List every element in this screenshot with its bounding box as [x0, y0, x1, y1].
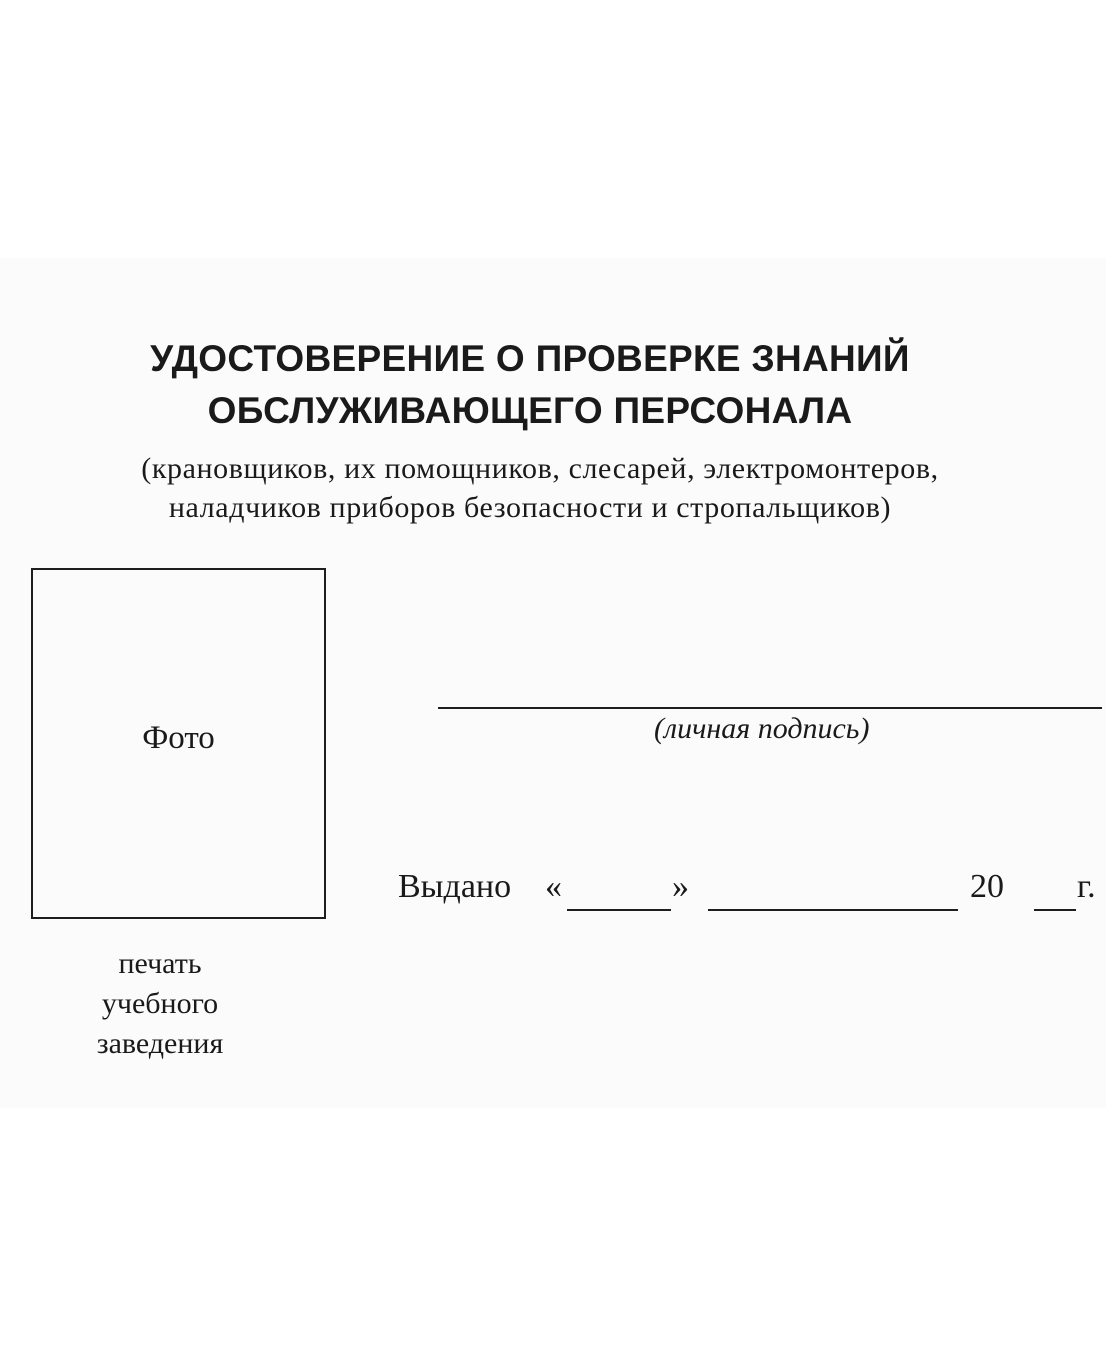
document-title-line-1: УДОСТОВЕРЕНИЕ О ПРОВЕРКЕ ЗНАНИЙ: [150, 338, 910, 379]
issue-year-blank: [1034, 909, 1076, 911]
document-title-line-2: ОБСЛУЖИВАЮЩЕГО ПЕРСОНАЛА: [207, 390, 853, 431]
stamp-label-line-2: учебного: [101, 987, 219, 1020]
document-subtitle-line-2: наладчиков приборов безопасности и стропальщиков): [168, 491, 892, 524]
stamp-label-line-1: печать: [118, 947, 202, 980]
stamp-label-line-3: заведения: [96, 1027, 224, 1060]
issued-label: Выдано: [398, 868, 512, 905]
signature-caption: (личная подпись): [654, 712, 870, 745]
issue-year-prefix: 20: [970, 868, 1004, 905]
document-subtitle-line-1: (крановщиков, их помощников, слесарей, электромонтеров,: [141, 452, 939, 485]
day-quote-open: «: [545, 868, 562, 905]
signature-line: [438, 707, 1102, 709]
issue-year-suffix: г.: [1077, 868, 1096, 905]
photo-placeholder-box: [31, 568, 326, 919]
day-quote-close: »: [672, 868, 689, 905]
photo-label: Фото: [142, 720, 215, 756]
issue-month-blank: [708, 909, 958, 911]
issue-day-blank: [567, 909, 671, 911]
